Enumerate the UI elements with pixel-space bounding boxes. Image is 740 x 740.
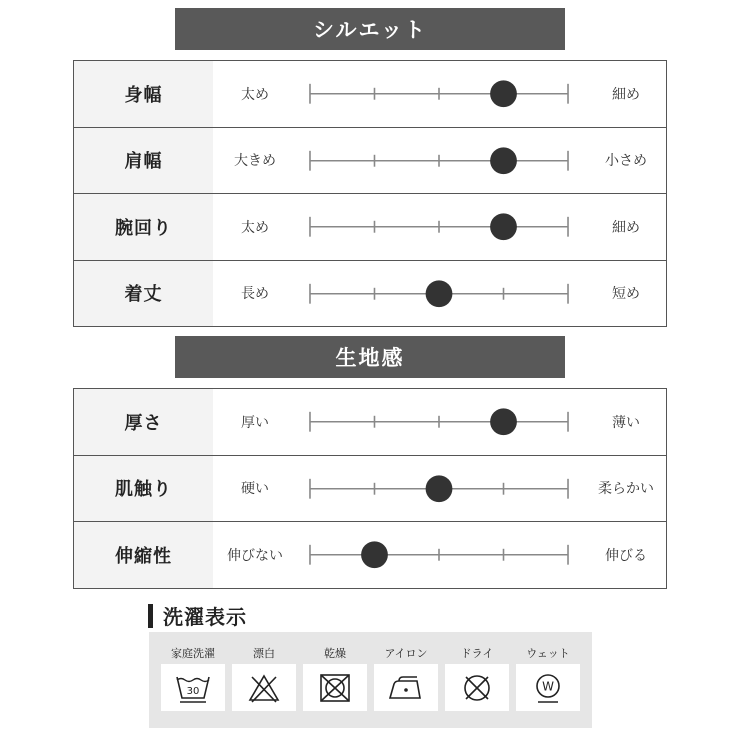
scale-left-label: 厚い [241,414,269,431]
scale-right-label: 小さめ [605,153,647,170]
row-label: 厚さ [74,389,213,455]
row-label: 肌触り [74,456,213,522]
texture-header: 生地感 [175,336,565,378]
silhouette-table [73,60,667,327]
scale-left-label: 長め [241,286,269,303]
row-body [213,522,666,588]
care-symbol-box [445,664,509,711]
care-label: ウェット [526,647,570,660]
silhouette-header: シルエット [175,8,565,50]
care-label: 漂白 [253,647,275,660]
scale-marker [490,408,517,435]
care-label: アイロン [384,647,428,660]
scale-track [307,389,571,455]
row-label: 腕回り [74,194,213,260]
scale-track [307,522,571,588]
scale-row [74,456,666,523]
care-label: ドライ [460,647,494,660]
wash-temperature: 30 [186,685,200,697]
texture-table [73,388,667,589]
no-dry-clean-icon [455,671,499,705]
scale-marker [490,80,517,107]
scale-track [307,128,571,194]
scale-left-label: 大きめ [234,153,276,170]
wet-clean-icon [526,671,570,705]
row-body [213,128,666,194]
scale-marker [361,541,388,568]
row-label: 伸縮性 [74,522,213,588]
scale-row [74,61,666,128]
care-item [445,632,509,728]
iron-icon [384,671,428,705]
care-title: 洗濯表示 [163,605,247,629]
care-heading [148,601,247,630]
scale-row [74,194,666,261]
scale-left-label: 伸びない [227,547,283,564]
scale-row [74,522,666,589]
row-label: 身幅 [74,61,213,127]
scale-row [74,389,666,456]
scale-track [307,456,571,522]
care-symbol-box [374,664,438,711]
row-label: 肩幅 [74,128,213,194]
care-symbol-box [161,664,225,711]
care-label: 家庭洗濯 [171,647,215,660]
scale-row [74,261,666,328]
scale-marker [490,213,517,240]
care-heading-bar [148,604,153,628]
scale-left-label: 太め [241,86,269,103]
wash-tub-30-icon [171,671,215,705]
scale-track [307,194,571,260]
care-item [516,632,580,728]
scale-row [74,128,666,195]
no-bleach-icon [242,671,286,705]
scale-right-label: 細め [612,86,640,103]
scale-track [307,61,571,127]
scale-right-label: 柔らかい [598,481,654,498]
scale-left-label: 太め [241,219,269,236]
care-label: 乾燥 [324,647,346,660]
no-tumble-dry-icon [313,671,357,705]
wet-clean-letter: W [542,679,554,693]
scale-marker [426,475,453,502]
care-panel [149,632,592,728]
scale-marker [426,280,453,307]
care-item [374,632,438,728]
care-symbol-box [303,664,367,711]
care-item [161,632,225,728]
row-body [213,261,666,327]
scale-right-label: 薄い [612,414,640,431]
row-label: 着丈 [74,261,213,327]
row-body [213,194,666,260]
row-body [213,389,666,455]
scale-right-label: 細め [612,219,640,236]
care-symbol-box [232,664,296,711]
row-body [213,456,666,522]
care-item [232,632,296,728]
scale-marker [490,147,517,174]
care-symbol-box [516,664,580,711]
scale-right-label: 伸びる [605,547,647,564]
scale-right-label: 短め [612,286,640,303]
scale-track [307,261,571,327]
care-item [303,632,367,728]
row-body [213,61,666,127]
scale-left-label: 硬い [241,481,269,498]
